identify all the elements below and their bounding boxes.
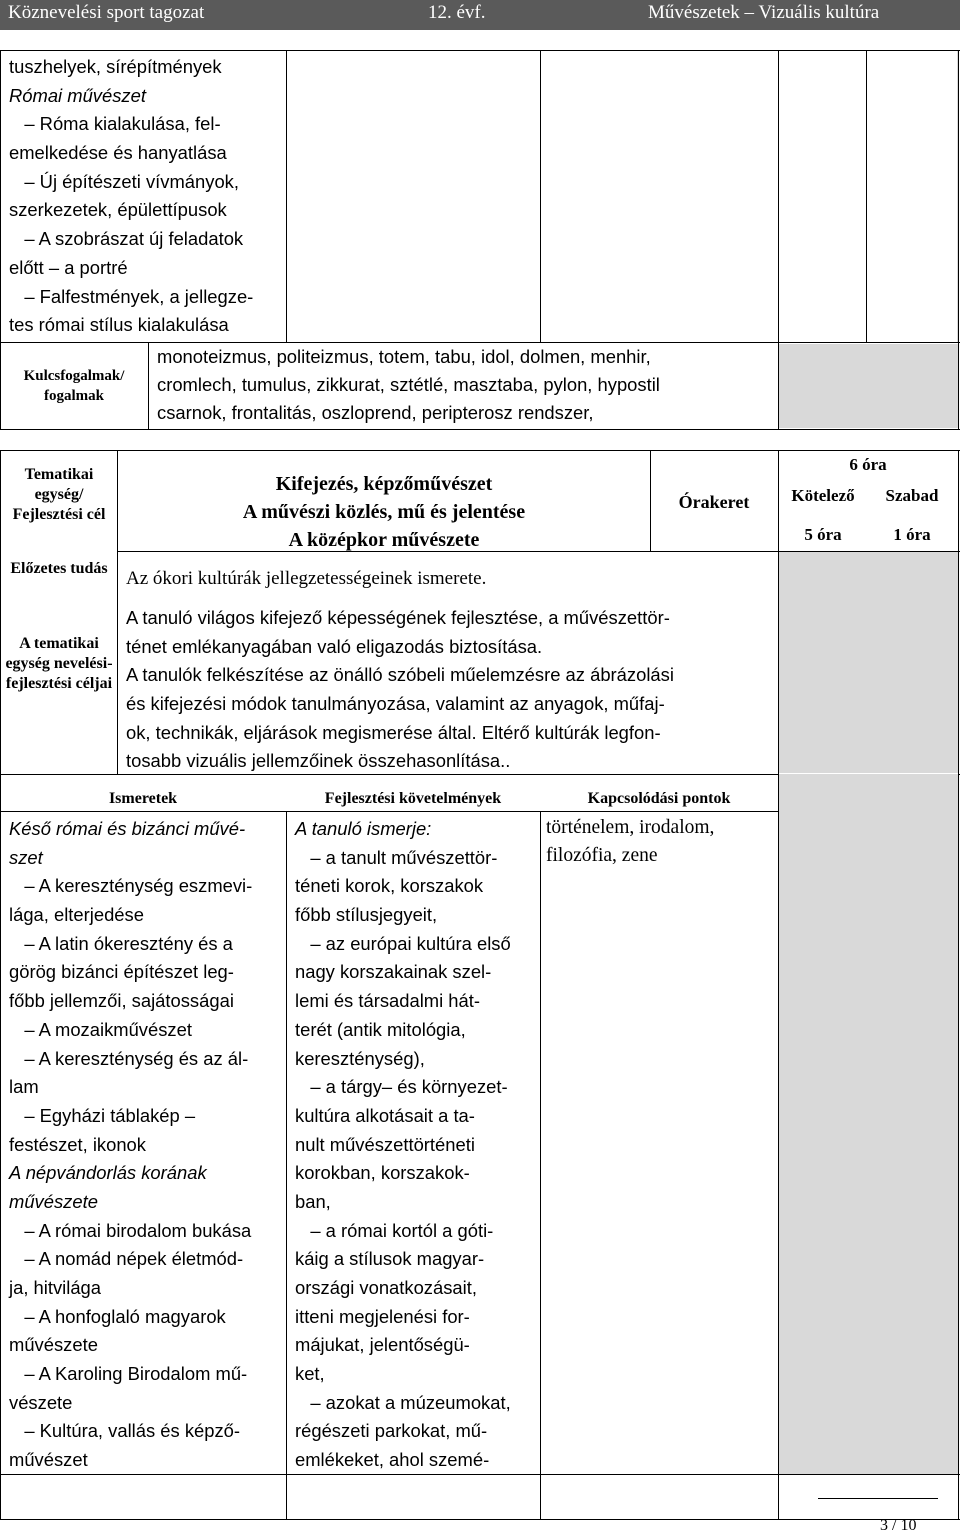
text-line: – A mozaikművészet (9, 1018, 192, 1040)
text-line: vészete (9, 1391, 73, 1413)
header-right: Művészetek – Vizuális kultúra (648, 2, 880, 23)
text-line: terét (antik mitológia, (295, 1018, 466, 1040)
text-line: szet (9, 846, 43, 868)
text-line: – A nomád népek életmód- (9, 1248, 244, 1270)
header-left: Köznevelési sport tagozat (8, 2, 205, 23)
text-line: – a római kortól a góti- (295, 1219, 494, 1241)
text-line: – A Karoling Birodalom mű- (9, 1363, 248, 1385)
text-line: lam (9, 1076, 39, 1098)
text-line: emlékeket, ahol szemé- (295, 1449, 490, 1471)
text-line: lága, elterjedése (9, 904, 144, 926)
connection-line: történelem, irodalom, (546, 817, 715, 838)
header-center: 12. évf. (428, 2, 486, 23)
text-line: előtt – a portré (9, 256, 128, 278)
text-line: ket, (295, 1363, 325, 1385)
key-line: cromlech, tumulus, zikkurat, sztétlé, masztaba, pylon, hypostil (157, 374, 660, 395)
key-line: monoteizmus, politeizmus, totem, tabu, idol, dolmen, menhir, (157, 346, 651, 367)
goals-line: tosabb vizuális jellemzőinek összehasonlítása.. (126, 750, 511, 772)
text-line: – Új építészeti vívmányok, (9, 170, 239, 192)
column-knowledge: Ismeretek (108, 790, 178, 807)
text-line: – A kereszténység eszmevi- (9, 875, 253, 897)
goals-line: A tanulók felkészítése az önálló szóbeli műelemzésre az ábrázolási (126, 664, 674, 686)
text-line: – a tárgy– és környezet- (295, 1076, 508, 1098)
prior-knowledge-label: Előzetes tudás (10, 560, 108, 577)
text-line: művészete (9, 1190, 98, 1212)
mandatory-label: Kötelező (791, 486, 855, 505)
unit-title-line: A középkor művészete (288, 529, 480, 551)
text-line: – Egyházi táblakép – (9, 1104, 196, 1126)
text-line: régészeti parkokat, mű- (295, 1420, 488, 1442)
text-line: görög bizánci építészet leg- (9, 961, 234, 983)
key-line: csarnok, frontalitás, oszloprend, peripterosz rendszer, (157, 402, 594, 423)
text-line: szerkezetek, épülettípusok (9, 199, 227, 221)
text-line: országi vonatkozásait, (295, 1277, 477, 1298)
key-concepts-text (157, 343, 660, 427)
mandatory-hours: 5 óra (804, 525, 842, 544)
goals-line: ok, technikák, eljárások megismerése által. Eltérő kultúrák legfon- (126, 721, 661, 743)
text-line: kereszténység), (295, 1047, 425, 1069)
text-line: emelkedése és hanyatlása (9, 142, 227, 164)
text-line: tes római stílus kialakulása (9, 314, 229, 336)
text-line: itteni megjelenési for- (295, 1305, 470, 1327)
text-line: kultúra alkotásait a ta- (295, 1104, 475, 1126)
text-line: – A honfoglaló magyarok (9, 1305, 226, 1327)
text-line: – A szobrászat új feladatok (9, 228, 244, 250)
text-line: – A latin ókeresztény és a (9, 932, 233, 954)
text-line: A tanuló ismerje: (295, 818, 432, 839)
top-blank-cell-2 (867, 51, 957, 342)
bottom-blank (779, 1475, 958, 1519)
text-line: – a tanult művészettör- (295, 846, 498, 868)
total-hours: 6 óra (849, 455, 887, 474)
text-line: lemi és társadalmi hát- (295, 990, 480, 1012)
column-connections: Kapcsolódási pontok (587, 790, 731, 807)
text-line: – A római birodalom bukása (9, 1219, 252, 1241)
text-line: ja, hitvilága (9, 1277, 102, 1298)
unit-label: Tematikai egység/ Fejlesztési cél (12, 466, 106, 523)
footer-rule (818, 1498, 938, 1499)
requirements-cell (295, 815, 511, 1471)
hours-label: Órakeret (678, 492, 750, 512)
unit-title-line: Kifejezés, képzőművészet (275, 473, 493, 495)
content-grey-area (778, 774, 958, 1474)
text-line: nult művészettörténeti (295, 1133, 475, 1155)
prior-knowledge-text: Az ókori kultúrák jellegzetességeinek ismerete. (126, 568, 487, 589)
text-line: tuszhelyek, sírépítmények (9, 56, 222, 77)
goals-line: ténet emlékanyagában való eligazodás biztosítása. (126, 635, 543, 657)
connection-line: filozófia, zene (546, 845, 658, 866)
knowledge-cell (9, 815, 253, 1471)
key-grey-area (778, 344, 958, 428)
page-header (0, 0, 960, 30)
text-line: – azokat a múzeumokat, (295, 1391, 511, 1413)
text-line: – Falfestmények, a jellegze- (9, 285, 254, 307)
top-blank-cell-1 (779, 51, 866, 342)
text-line: káig a stílusok magyar- (295, 1248, 485, 1270)
page-number: 3 / 10 (880, 1517, 917, 1534)
goals-line: és kifejezési módok tanulmányozása, valamint az anyagok, műfaj- (126, 693, 665, 715)
text-line: Római művészet (9, 84, 146, 106)
column-requirements: Fejlesztési követelmények (324, 790, 502, 807)
text-line: nagy korszakainak szel- (295, 961, 492, 983)
goals-text (126, 604, 674, 776)
top-content-cell (9, 53, 254, 336)
connections-cell (546, 814, 714, 870)
free-label: Szabad (885, 486, 939, 505)
text-line: – Kultúra, vallás és képző- (9, 1420, 241, 1442)
text-line: – A kereszténység és az ál- (9, 1047, 249, 1069)
goals-label: A tematikai egység nevelési-fejlesztési céljai (5, 635, 113, 692)
free-hours: 1 óra (893, 525, 931, 544)
unit-title-line: A művészi közlés, mű és jelentése (242, 501, 526, 523)
text-line: – az európai kultúra első (295, 932, 511, 954)
text-line: művészet (9, 1449, 88, 1471)
text-line: főbb stílusjegyeit, (295, 904, 438, 926)
text-line: művészete (9, 1334, 98, 1356)
unit-title (120, 470, 648, 554)
text-line: téneti korok, korszakok (295, 875, 484, 897)
key-concepts-label: Kulcsfogalmak/ fogalmak (23, 368, 125, 404)
text-line: főbb jellemzői, sajátosságai (9, 990, 234, 1012)
goals-line: A tanuló világos kifejező képességének fejlesztése, a művészettör- (126, 607, 670, 628)
text-line: májukat, jelentőségü- (295, 1334, 470, 1356)
text-line: Késő római és bizánci művé- (9, 818, 246, 839)
text-line: festészet, ikonok (9, 1133, 146, 1155)
text-line: korokban, korszakok- (295, 1162, 470, 1184)
text-line: – Róma kialakulása, fel- (9, 113, 221, 135)
text-line: A népvándorlás korának (9, 1162, 207, 1184)
text-line: ban, (295, 1190, 331, 1212)
unit-grey-area (778, 551, 958, 773)
